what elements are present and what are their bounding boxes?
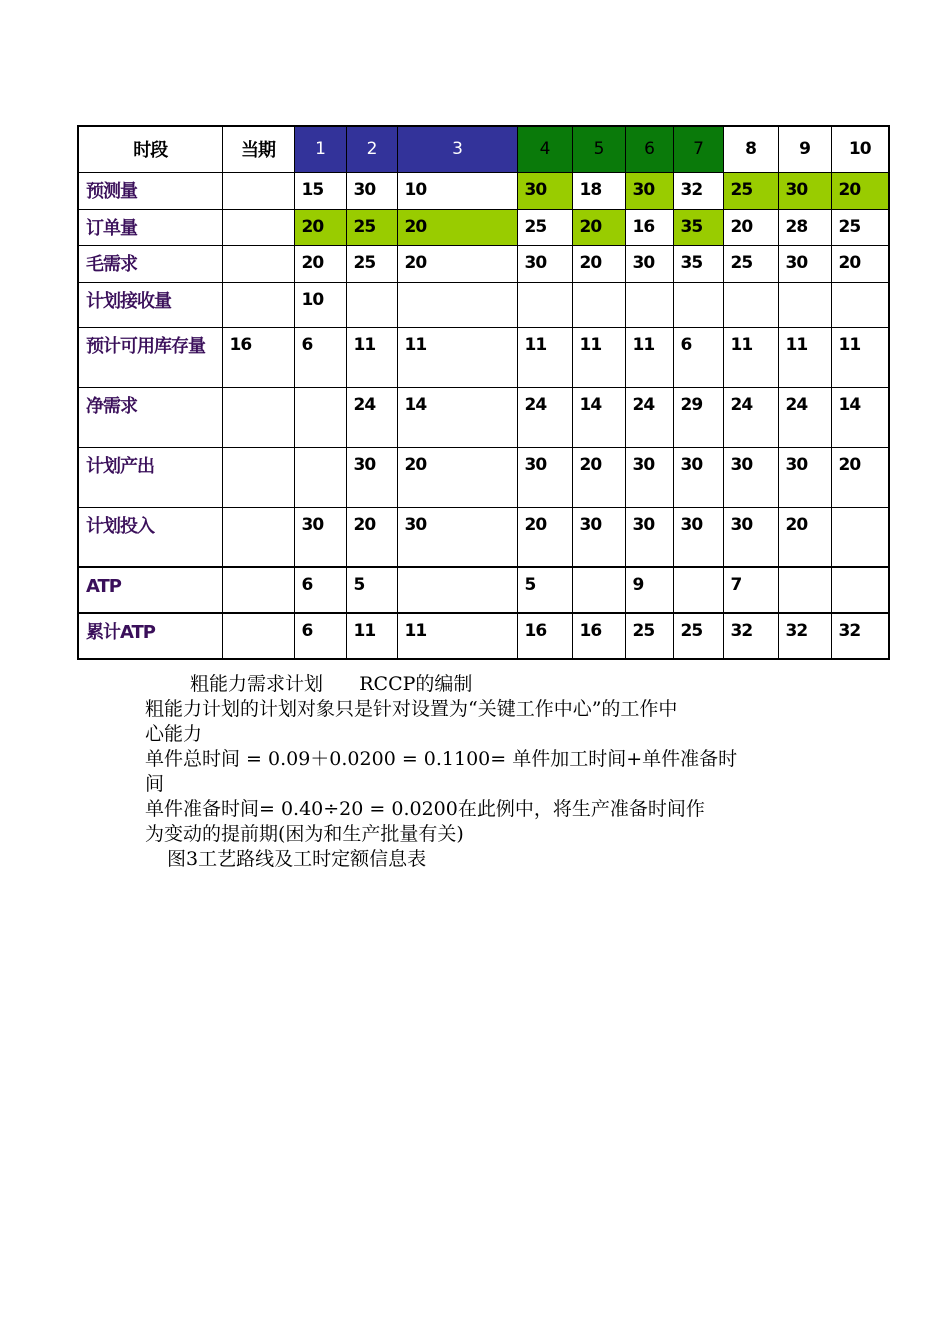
table-cell: 20 bbox=[517, 507, 572, 567]
table-cell: 30 bbox=[346, 447, 397, 507]
table-cell bbox=[346, 282, 397, 327]
table-cell: 11 bbox=[831, 327, 889, 387]
table-cell: 20 bbox=[723, 209, 778, 245]
table-cell bbox=[222, 567, 294, 613]
paragraph-line: 粗能力计划的计划对象只是针对设置为“关键工作中心”的工作中 bbox=[145, 698, 678, 720]
table-row bbox=[78, 507, 889, 567]
table-cell: 15 bbox=[294, 172, 346, 209]
table-cell: 20 bbox=[572, 245, 625, 282]
table-cell: 30 bbox=[673, 447, 723, 507]
table-cell bbox=[831, 507, 889, 567]
table-cell: 6 bbox=[294, 613, 346, 659]
table-cell: 25 bbox=[723, 245, 778, 282]
table-cell: 11 bbox=[778, 327, 831, 387]
table-cell: 30 bbox=[294, 507, 346, 567]
table-cell bbox=[778, 567, 831, 613]
table-cell: 30 bbox=[723, 507, 778, 567]
header-col-5: 5 bbox=[572, 126, 625, 172]
table-cell: 6 bbox=[294, 567, 346, 613]
table-row bbox=[78, 387, 889, 447]
table-cell bbox=[397, 282, 517, 327]
table-cell bbox=[831, 567, 889, 613]
table-cell: 18 bbox=[572, 172, 625, 209]
header-col-1: 1 bbox=[294, 126, 346, 172]
row-label: 毛需求 bbox=[78, 245, 222, 282]
table-cell: 24 bbox=[517, 387, 572, 447]
row-label: ATP bbox=[78, 567, 222, 613]
table-cell: 11 bbox=[625, 327, 673, 387]
table-cell: 30 bbox=[517, 447, 572, 507]
header-col-6: 6 bbox=[625, 126, 673, 172]
row-label: 预计可用库存量 bbox=[78, 327, 222, 387]
table-cell bbox=[222, 387, 294, 447]
table-cell: 25 bbox=[831, 209, 889, 245]
table-cell: 30 bbox=[778, 245, 831, 282]
header-col-10: 10 bbox=[831, 126, 889, 172]
table-cell: 25 bbox=[625, 613, 673, 659]
table-cell bbox=[572, 282, 625, 327]
row-label: 计划产出 bbox=[78, 447, 222, 507]
table-cell: 20 bbox=[397, 447, 517, 507]
table-cell: 9 bbox=[625, 567, 673, 613]
header-col-9: 9 bbox=[778, 126, 831, 172]
table-row bbox=[78, 245, 889, 282]
table-cell: 30 bbox=[625, 172, 673, 209]
table-cell: 20 bbox=[294, 245, 346, 282]
table-cell: 25 bbox=[346, 209, 397, 245]
table-cell: 16 bbox=[572, 613, 625, 659]
table-cell: 24 bbox=[625, 387, 673, 447]
header-col-8: 8 bbox=[723, 126, 778, 172]
paragraph-line: 单件准备时间= 0.40÷20 = 0.0200在此例中，将生产准备时间作 bbox=[145, 798, 705, 820]
paragraph-line: 间 bbox=[145, 773, 165, 795]
table-cell: 11 bbox=[397, 613, 517, 659]
table-cell: 30 bbox=[625, 507, 673, 567]
table-cell: 11 bbox=[572, 327, 625, 387]
table-cell: 5 bbox=[517, 567, 572, 613]
table-cell bbox=[222, 507, 294, 567]
header-col-3: 3 bbox=[397, 126, 517, 172]
paragraph-line: 单件总时间 = 0.09＋0.0200 = 0.1100= 单件加工时间+单件准备时 bbox=[145, 748, 738, 770]
table-cell bbox=[397, 567, 517, 613]
header-col-7: 7 bbox=[673, 126, 723, 172]
table-cell: 11 bbox=[517, 327, 572, 387]
table-cell: 6 bbox=[294, 327, 346, 387]
row-label: 订单量 bbox=[78, 209, 222, 245]
table-cell: 25 bbox=[517, 209, 572, 245]
table-cell: 24 bbox=[346, 387, 397, 447]
table-cell: 6 bbox=[673, 327, 723, 387]
table-cell bbox=[673, 282, 723, 327]
table-cell bbox=[222, 245, 294, 282]
table-cell: 20 bbox=[831, 447, 889, 507]
table-cell: 35 bbox=[673, 209, 723, 245]
table-row bbox=[78, 172, 889, 209]
table-cell: 24 bbox=[778, 387, 831, 447]
table-cell: 32 bbox=[778, 613, 831, 659]
table-row bbox=[78, 613, 889, 659]
header-current: 当期 bbox=[222, 126, 294, 172]
table-row bbox=[78, 567, 889, 613]
table-cell: 30 bbox=[723, 447, 778, 507]
table-cell: 28 bbox=[778, 209, 831, 245]
paragraph-line: 心能力 bbox=[145, 723, 203, 745]
table-cell: 20 bbox=[572, 447, 625, 507]
table-cell bbox=[673, 567, 723, 613]
row-label: 计划投入 bbox=[78, 507, 222, 567]
table-cell: 20 bbox=[294, 209, 346, 245]
table-cell: 29 bbox=[673, 387, 723, 447]
table-cell: 14 bbox=[831, 387, 889, 447]
table-cell bbox=[778, 282, 831, 327]
table-row bbox=[78, 282, 889, 327]
table-cell: 20 bbox=[831, 245, 889, 282]
table-cell: 35 bbox=[673, 245, 723, 282]
table-cell: 14 bbox=[572, 387, 625, 447]
table-cell: 20 bbox=[346, 507, 397, 567]
table-cell: 25 bbox=[723, 172, 778, 209]
table-cell: 14 bbox=[397, 387, 517, 447]
table-cell: 30 bbox=[673, 507, 723, 567]
table-cell: 25 bbox=[673, 613, 723, 659]
table-cell: 32 bbox=[673, 172, 723, 209]
table-cell bbox=[572, 567, 625, 613]
header-col-2: 2 bbox=[346, 126, 397, 172]
table-cell: 5 bbox=[346, 567, 397, 613]
table-cell: 20 bbox=[778, 507, 831, 567]
table-cell: 7 bbox=[723, 567, 778, 613]
table-row bbox=[78, 447, 889, 507]
table-cell bbox=[222, 209, 294, 245]
table-cell: 20 bbox=[572, 209, 625, 245]
row-label: 累计ATP bbox=[78, 613, 222, 659]
header-period: 时段 bbox=[78, 126, 222, 172]
table-row bbox=[78, 209, 889, 245]
rccp-heading: 粗能力需求计划 RCCP的编制 bbox=[190, 673, 473, 695]
table-cell bbox=[222, 447, 294, 507]
table-cell: 10 bbox=[294, 282, 346, 327]
row-label: 预测量 bbox=[78, 172, 222, 209]
paragraph-line: 为变动的提前期(困为和生产批量有关) bbox=[145, 823, 464, 845]
table-cell bbox=[294, 447, 346, 507]
table-cell: 30 bbox=[778, 172, 831, 209]
header-row bbox=[78, 126, 889, 172]
table-cell bbox=[625, 282, 673, 327]
figure-caption: 图3工艺路线及工时定额信息表 bbox=[167, 848, 427, 870]
header-col-4: 4 bbox=[517, 126, 572, 172]
table-cell bbox=[222, 172, 294, 209]
mps-table bbox=[77, 125, 890, 660]
table-cell: 11 bbox=[346, 327, 397, 387]
table-cell: 16 bbox=[222, 327, 294, 387]
table-cell: 16 bbox=[517, 613, 572, 659]
table-cell: 30 bbox=[778, 447, 831, 507]
table-cell: 30 bbox=[572, 507, 625, 567]
table-cell: 32 bbox=[723, 613, 778, 659]
table-cell: 30 bbox=[625, 447, 673, 507]
table-cell: 20 bbox=[831, 172, 889, 209]
table-cell: 24 bbox=[723, 387, 778, 447]
table-cell bbox=[831, 282, 889, 327]
table-cell: 16 bbox=[625, 209, 673, 245]
table-cell bbox=[222, 613, 294, 659]
table-cell: 11 bbox=[723, 327, 778, 387]
row-label: 计划接收量 bbox=[78, 282, 222, 327]
table-cell: 30 bbox=[625, 245, 673, 282]
table-cell: 10 bbox=[397, 172, 517, 209]
table-cell: 32 bbox=[831, 613, 889, 659]
table-row bbox=[78, 327, 889, 387]
table-cell bbox=[517, 282, 572, 327]
table-cell bbox=[723, 282, 778, 327]
table-cell: 30 bbox=[517, 245, 572, 282]
table-cell: 30 bbox=[397, 507, 517, 567]
table-cell: 20 bbox=[397, 245, 517, 282]
table-cell: 25 bbox=[346, 245, 397, 282]
table-cell: 20 bbox=[397, 209, 517, 245]
table-cell bbox=[294, 387, 346, 447]
table-cell bbox=[222, 282, 294, 327]
table-cell: 30 bbox=[346, 172, 397, 209]
table-cell: 11 bbox=[397, 327, 517, 387]
row-label: 净需求 bbox=[78, 387, 222, 447]
table-cell: 30 bbox=[517, 172, 572, 209]
table-cell: 11 bbox=[346, 613, 397, 659]
